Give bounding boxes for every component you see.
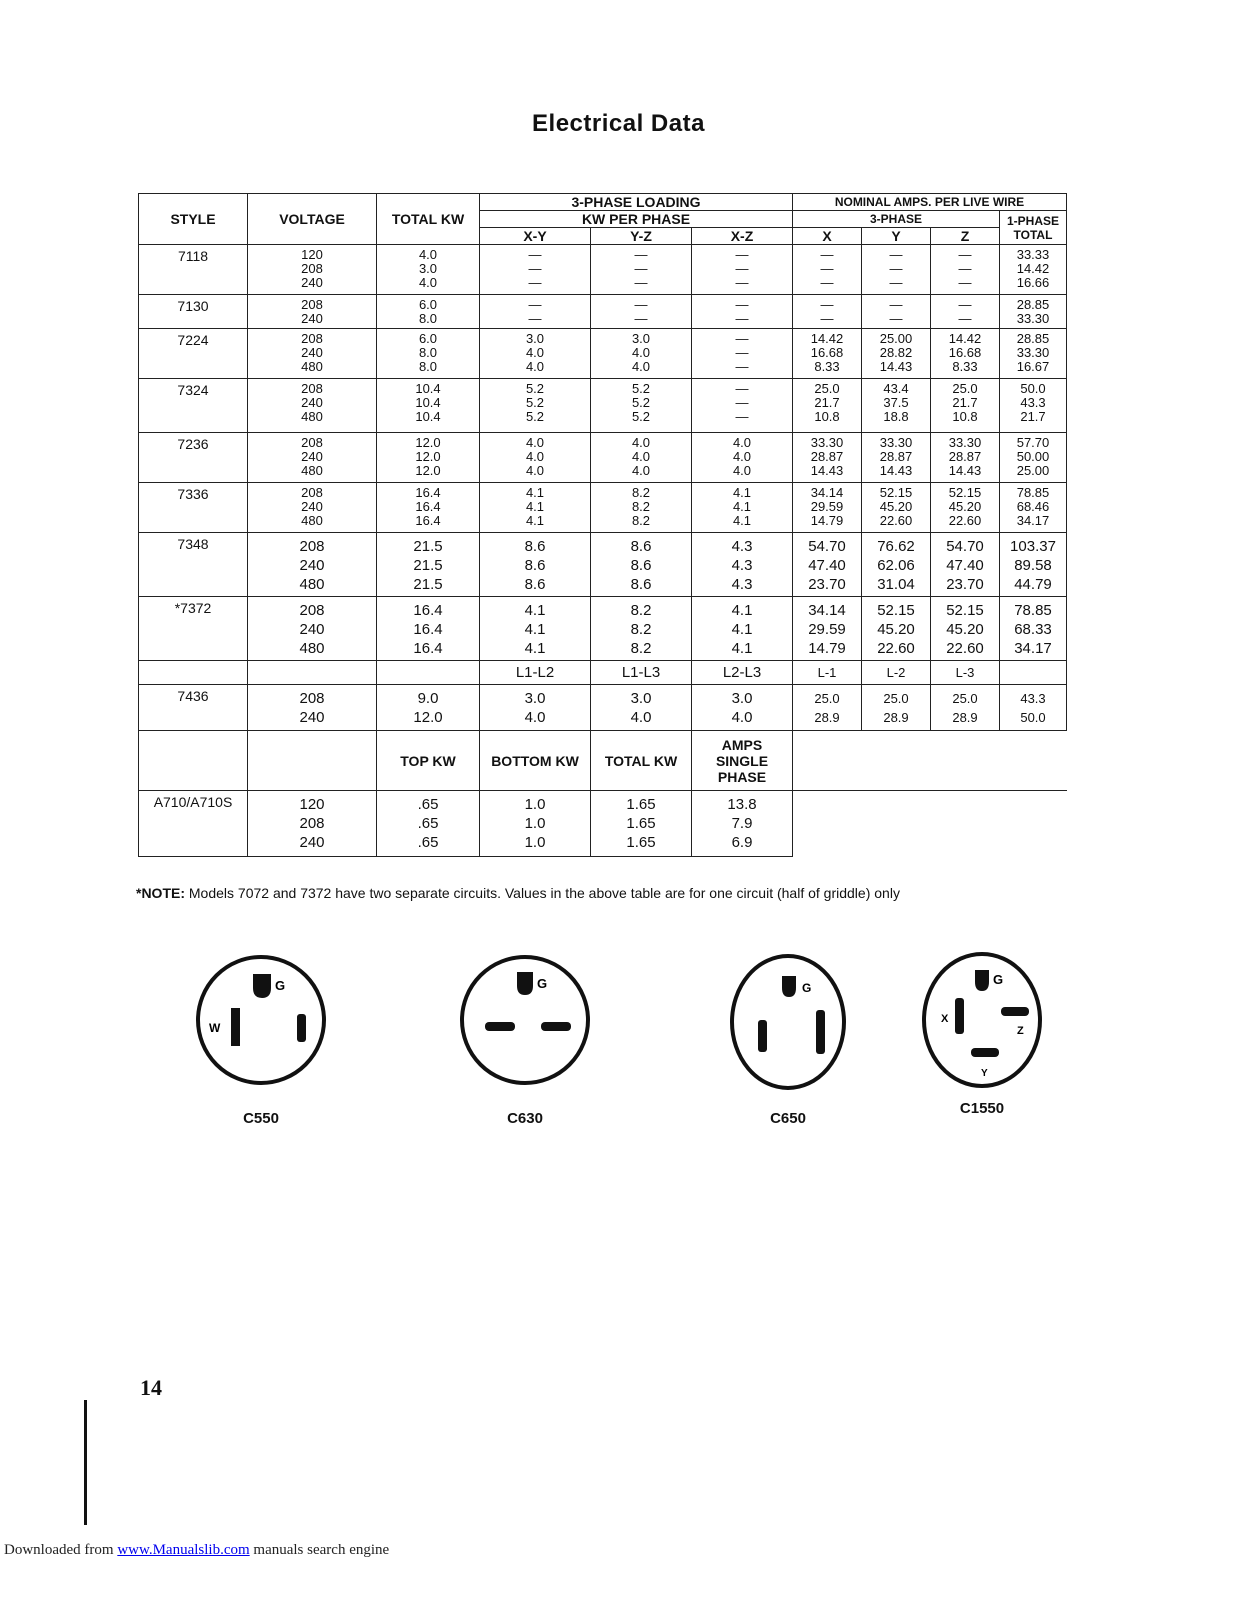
cell-voltage: 208 240 480 bbox=[248, 597, 377, 661]
table-row bbox=[139, 379, 1067, 433]
header-l-1: L-1 bbox=[793, 661, 862, 685]
cell-x: 34.14 29.59 14.79 bbox=[793, 597, 862, 661]
cell-voltage: 208 240 480 bbox=[248, 483, 377, 533]
cell-total-kw: 6.0 8.0 bbox=[377, 295, 480, 329]
cell-voltage: 120 208 240 bbox=[248, 245, 377, 295]
cell-l1-l2: 3.0 4.0 bbox=[480, 685, 591, 731]
cell-x: 34.14 29.59 14.79 bbox=[793, 483, 862, 533]
cell-total: 33.33 14.42 16.66 bbox=[1000, 245, 1067, 295]
cell-y: — — bbox=[862, 295, 931, 329]
cell-total-kw: 12.0 12.0 12.0 bbox=[377, 433, 480, 483]
footer-prefix: Downloaded from bbox=[4, 1542, 114, 1558]
cell-blank bbox=[377, 661, 480, 685]
table-row bbox=[139, 295, 1067, 329]
page-title: Electrical Data bbox=[532, 110, 705, 137]
cell-xz: — — — bbox=[692, 245, 793, 295]
table-row bbox=[139, 597, 1067, 661]
cell-xy: — — — bbox=[480, 245, 591, 295]
header-bottom-kw: BOTTOM KW bbox=[480, 731, 591, 791]
cell-y: 52.15 45.20 22.60 bbox=[862, 483, 931, 533]
cell-total-kw: 16.4 16.4 16.4 bbox=[377, 483, 480, 533]
cell-xy: 4.1 4.1 4.1 bbox=[480, 597, 591, 661]
cell-l1-l3: 3.0 4.0 bbox=[591, 685, 692, 731]
cell-yz: 8.6 8.6 8.6 bbox=[591, 533, 692, 597]
header-xz: X-Z bbox=[692, 228, 793, 245]
header-total-kw: TOTAL KW bbox=[377, 194, 480, 245]
cell-y: 76.62 62.06 31.04 bbox=[862, 533, 931, 597]
cell-yz: — — — bbox=[591, 245, 692, 295]
header-y: Y bbox=[862, 228, 931, 245]
cell-bottom-kw: 1.0 1.0 1.0 bbox=[480, 791, 591, 857]
outlet-c630 bbox=[450, 950, 600, 1127]
line-header-row bbox=[139, 661, 1067, 685]
outlet-c550 bbox=[186, 950, 336, 1127]
outlet-c1550-icon bbox=[907, 950, 1057, 1100]
header-row-1 bbox=[139, 194, 1067, 211]
cell-blank bbox=[248, 731, 377, 791]
cell-style: *7372 bbox=[139, 597, 248, 661]
cell-total-kw: 10.4 10.4 10.4 bbox=[377, 379, 480, 433]
cell-total-kw: 6.0 8.0 8.0 bbox=[377, 329, 480, 379]
cell-xz: — — — bbox=[692, 329, 793, 379]
table-row bbox=[139, 533, 1067, 597]
cell-voltage: 208 240 480 bbox=[248, 433, 377, 483]
cell-voltage: 208 240 480 bbox=[248, 329, 377, 379]
cell-blank bbox=[139, 661, 248, 685]
header-kw-per-phase: KW PER PHASE bbox=[480, 211, 793, 228]
cell-style: 7324 bbox=[139, 379, 248, 433]
cell-l-3: 25.0 28.9 bbox=[931, 685, 1000, 731]
cell-voltage: 208 240 bbox=[248, 295, 377, 329]
cell-blank bbox=[793, 791, 1067, 857]
griddle-header-row bbox=[139, 731, 1067, 791]
header-x: X bbox=[793, 228, 862, 245]
cell-voltage: 208 240 480 bbox=[248, 533, 377, 597]
cell-xz: 4.1 4.1 4.1 bbox=[692, 597, 793, 661]
header-l-2: L-2 bbox=[862, 661, 931, 685]
table-row bbox=[139, 433, 1067, 483]
table-row bbox=[139, 791, 1067, 857]
cell-xz: 4.1 4.1 4.1 bbox=[692, 483, 793, 533]
cell-style: 7224 bbox=[139, 329, 248, 379]
cell-style: 7130 bbox=[139, 295, 248, 329]
cell-total: 50.0 43.3 21.7 bbox=[1000, 379, 1067, 433]
cell-y: 33.30 28.87 14.43 bbox=[862, 433, 931, 483]
cell-z: 33.30 28.87 14.43 bbox=[931, 433, 1000, 483]
outlet-c650-icon bbox=[718, 950, 858, 1100]
cell-z: — — bbox=[931, 295, 1000, 329]
cell-xz: 4.3 4.3 4.3 bbox=[692, 533, 793, 597]
cell-xz: — — — bbox=[692, 379, 793, 433]
pin-z-label: Z bbox=[1017, 1025, 1024, 1037]
cell-total: 43.3 50.0 bbox=[1000, 685, 1067, 731]
cell-xy: 4.0 4.0 4.0 bbox=[480, 433, 591, 483]
cell-style: 7336 bbox=[139, 483, 248, 533]
outlet-label: C550 bbox=[243, 1110, 279, 1127]
header-griddle-total-kw: TOTAL KW bbox=[591, 731, 692, 791]
cell-xy: 5.2 5.2 5.2 bbox=[480, 379, 591, 433]
header-style: STYLE bbox=[139, 194, 248, 245]
table-row bbox=[139, 685, 1067, 731]
outlet-label: C1550 bbox=[959, 1100, 1005, 1117]
download-footer bbox=[4, 1542, 389, 1559]
header-l2-l3: L2-L3 bbox=[692, 661, 793, 685]
cell-xy: 8.6 8.6 8.6 bbox=[480, 533, 591, 597]
cell-style: 7118 bbox=[139, 245, 248, 295]
table-row bbox=[139, 245, 1067, 295]
header-top-kw: TOP KW bbox=[377, 731, 480, 791]
cell-l2-l3: 3.0 4.0 bbox=[692, 685, 793, 731]
manualslib-link[interactable]: www.Manualslib.com bbox=[117, 1542, 250, 1558]
header-yz: Y-Z bbox=[591, 228, 692, 245]
pin-g-label: G bbox=[802, 981, 812, 995]
table-row bbox=[139, 483, 1067, 533]
table-row bbox=[139, 329, 1067, 379]
note-text: Models 7072 and 7372 have two separate circuits. Values in the above table are for one circuit (half of griddle) only bbox=[188, 885, 900, 901]
outlet-c550-icon bbox=[191, 950, 331, 1090]
pin-w-label: W bbox=[209, 1021, 221, 1035]
header-3-phase-loading: 3-PHASE LOADING bbox=[480, 194, 793, 211]
cell-griddle-total-kw: 1.65 1.65 1.65 bbox=[591, 791, 692, 857]
header-amps-single-phase: AMPS SINGLE PHASE bbox=[692, 731, 793, 791]
outlet-c650 bbox=[713, 950, 863, 1127]
cell-x: 25.0 21.7 10.8 bbox=[793, 379, 862, 433]
cell-z: — — — bbox=[931, 245, 1000, 295]
cell-total: 57.70 50.00 25.00 bbox=[1000, 433, 1067, 483]
cell-xy: 4.1 4.1 4.1 bbox=[480, 483, 591, 533]
cell-l-2: 25.0 28.9 bbox=[862, 685, 931, 731]
footer-suffix: manuals search engine bbox=[253, 1542, 390, 1558]
cell-z: 52.15 45.20 22.60 bbox=[931, 483, 1000, 533]
header-xy: X-Y bbox=[480, 228, 591, 245]
header-3-phase: 3-PHASE bbox=[793, 211, 1000, 228]
cell-amps-single-phase: 13.8 7.9 6.9 bbox=[692, 791, 793, 857]
cell-voltage: 208 240 480 bbox=[248, 379, 377, 433]
header-nominal-amps: NOMINAL AMPS. PER LIVE WIRE bbox=[793, 194, 1067, 211]
cell-z: 25.0 21.7 10.8 bbox=[931, 379, 1000, 433]
header-l1-l2: L1-L2 bbox=[480, 661, 591, 685]
cell-y: 43.4 37.5 18.8 bbox=[862, 379, 931, 433]
cell-z: 52.15 45.20 22.60 bbox=[931, 597, 1000, 661]
header-1-phase-total: 1-PHASE TOTAL bbox=[1000, 211, 1067, 245]
electrical-data-table bbox=[138, 193, 1067, 857]
footnote bbox=[136, 885, 900, 901]
cell-style: 7236 bbox=[139, 433, 248, 483]
pin-g-label: G bbox=[275, 978, 286, 993]
cell-total-kw: 4.0 3.0 4.0 bbox=[377, 245, 480, 295]
pin-g-label: G bbox=[993, 972, 1004, 987]
cell-y: 52.15 45.20 22.60 bbox=[862, 597, 931, 661]
page-number: 14 bbox=[140, 1375, 162, 1400]
cell-xz: — — bbox=[692, 295, 793, 329]
cell-y: 25.00 28.82 14.43 bbox=[862, 329, 931, 379]
cell-blank bbox=[1000, 661, 1067, 685]
cell-style: 7348 bbox=[139, 533, 248, 597]
outlet-c1550 bbox=[907, 950, 1057, 1117]
cell-z: 54.70 47.40 23.70 bbox=[931, 533, 1000, 597]
cell-yz: 4.0 4.0 4.0 bbox=[591, 433, 692, 483]
cell-yz: 8.2 8.2 8.2 bbox=[591, 597, 692, 661]
header-l-3: L-3 bbox=[931, 661, 1000, 685]
cell-style: A710/A710S bbox=[139, 791, 248, 857]
cell-y: — — — bbox=[862, 245, 931, 295]
header-l1-l3: L1-L3 bbox=[591, 661, 692, 685]
cell-x: 14.42 16.68 8.33 bbox=[793, 329, 862, 379]
cell-blank bbox=[139, 731, 248, 791]
cell-top-kw: .65 .65 .65 bbox=[377, 791, 480, 857]
pin-y-label: Y bbox=[981, 1068, 988, 1079]
cell-total-kw: 16.4 16.4 16.4 bbox=[377, 597, 480, 661]
cell-style: 7436 bbox=[139, 685, 248, 731]
outlet-label: C650 bbox=[770, 1110, 806, 1127]
note-label: *NOTE: bbox=[136, 885, 185, 901]
cell-blank bbox=[248, 661, 377, 685]
cell-x: 33.30 28.87 14.43 bbox=[793, 433, 862, 483]
outlet-c630-icon bbox=[455, 950, 595, 1090]
cell-blank bbox=[793, 731, 1067, 791]
cell-xy: 3.0 4.0 4.0 bbox=[480, 329, 591, 379]
cell-xz: 4.0 4.0 4.0 bbox=[692, 433, 793, 483]
pin-x-label: X bbox=[941, 1013, 949, 1025]
cell-l-1: 25.0 28.9 bbox=[793, 685, 862, 731]
cell-x: — — bbox=[793, 295, 862, 329]
cell-xy: — — bbox=[480, 295, 591, 329]
outlet-label: C630 bbox=[507, 1110, 543, 1127]
cell-yz: 5.2 5.2 5.2 bbox=[591, 379, 692, 433]
cell-x: — — — bbox=[793, 245, 862, 295]
cell-total-kw: 9.0 12.0 bbox=[377, 685, 480, 731]
margin-bar bbox=[84, 1400, 87, 1525]
cell-total: 28.85 33.30 bbox=[1000, 295, 1067, 329]
header-z: Z bbox=[931, 228, 1000, 245]
cell-total: 28.85 33.30 16.67 bbox=[1000, 329, 1067, 379]
cell-total: 78.85 68.33 34.17 bbox=[1000, 597, 1067, 661]
cell-yz: 8.2 8.2 8.2 bbox=[591, 483, 692, 533]
cell-voltage: 120 208 240 bbox=[248, 791, 377, 857]
pin-g-label: G bbox=[537, 976, 548, 991]
header-voltage: VOLTAGE bbox=[248, 194, 377, 245]
cell-total: 103.37 89.58 44.79 bbox=[1000, 533, 1067, 597]
cell-x: 54.70 47.40 23.70 bbox=[793, 533, 862, 597]
cell-total: 78.85 68.46 34.17 bbox=[1000, 483, 1067, 533]
cell-yz: — — bbox=[591, 295, 692, 329]
cell-voltage: 208 240 bbox=[248, 685, 377, 731]
cell-z: 14.42 16.68 8.33 bbox=[931, 329, 1000, 379]
cell-total-kw: 21.5 21.5 21.5 bbox=[377, 533, 480, 597]
cell-yz: 3.0 4.0 4.0 bbox=[591, 329, 692, 379]
